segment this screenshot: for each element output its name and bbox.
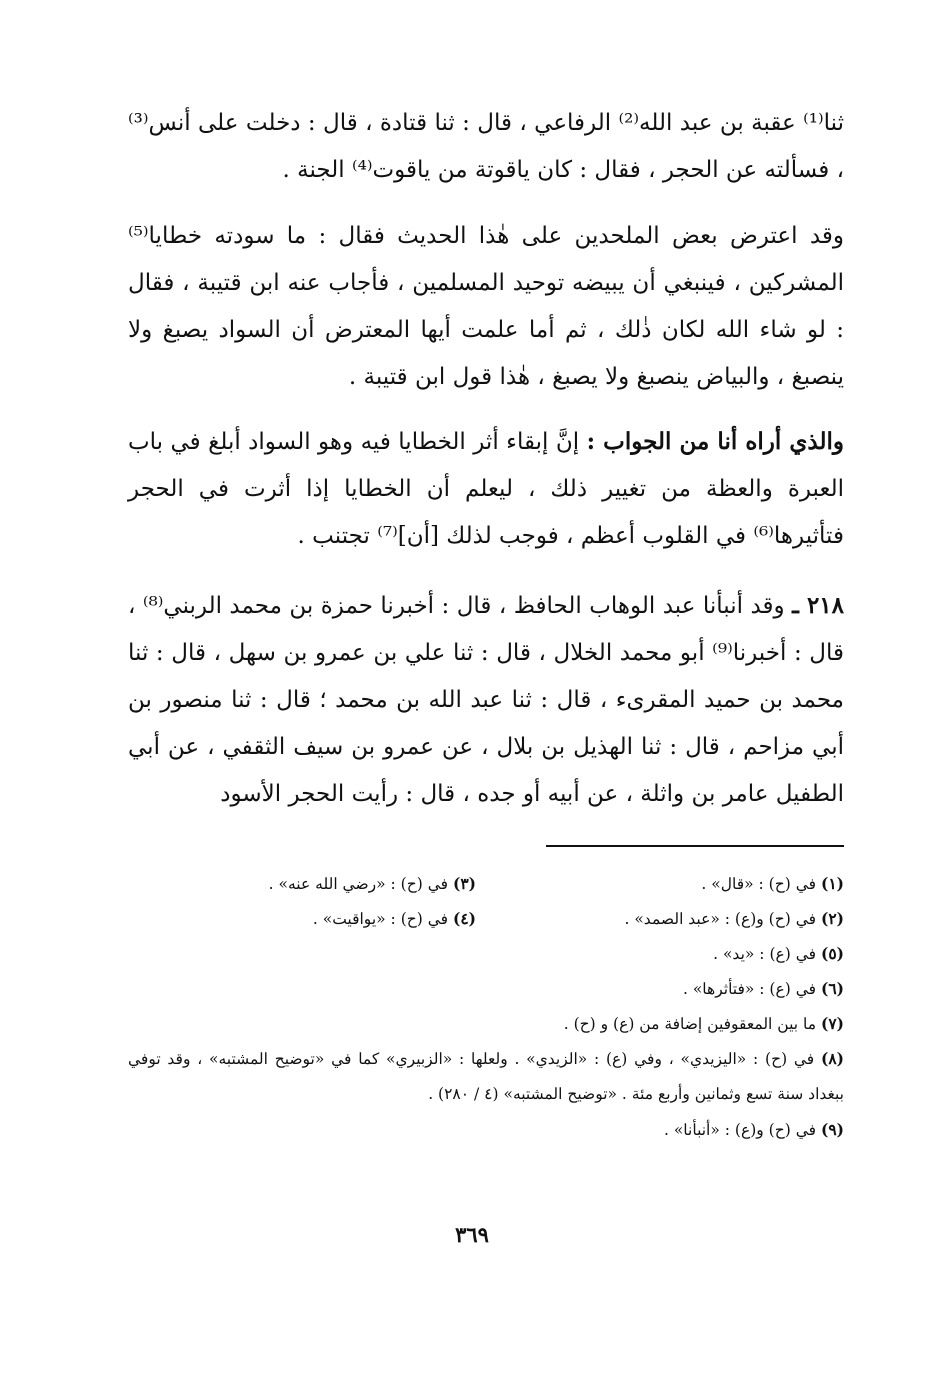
footnote-6-number: (٦) [820, 979, 844, 998]
footnote-5-number: (٥) [820, 944, 844, 963]
footnote-row-6 [128, 971, 844, 1006]
footnote-row-5 [128, 936, 844, 971]
footnote-divider [546, 845, 844, 847]
footnote-8 [128, 1041, 844, 1112]
footnote-9 [664, 1112, 844, 1148]
footnote-7-number: (٧) [820, 1014, 844, 1033]
footnote-5-text: في (ع) : «يد» . [713, 945, 817, 963]
footnote-row-1 [128, 866, 844, 901]
footnote-9-number: (٩) [820, 1120, 844, 1139]
footnote-1-number: (١) [820, 874, 844, 893]
footnote-2 [624, 901, 844, 937]
footnote-1-text: في (ح) : «قال» . [701, 875, 817, 893]
footnote-5 [713, 936, 844, 972]
footnote-2-text: في (ح) و(ع) : «عبد الصمد» . [624, 910, 817, 928]
paragraph-3-lead: والذي أراه أنا من الجواب : [586, 428, 845, 455]
hadith-number: ٢١٨ ـ [792, 592, 844, 619]
paragraph-2 [128, 213, 844, 401]
footnote-4 [313, 901, 476, 937]
footnote-row-2 [128, 901, 844, 936]
paragraph-2-text: وقد اعترض بعض الملحدين على هٰذا الحديث فقال : ما سودته خطايا⁽⁵⁾ المشركين ، فينبغي أن يبيضه توحيد المسلمين ، فأجاب عنه ابن قتيبة ، فقال : لو شاء الله لكان ذٰلك ، ثم أما علمت أيها المعترض أن السواد يصبغ ولا ينصبغ ، والبياض ينصبغ ولا يصبغ ، هٰذا قول ابن قتيبة . [128, 223, 844, 390]
page-number: ٣٦٩ [455, 1222, 489, 1247]
paragraph-1-text: ثنا⁽¹⁾ عقبة بن عبد الله⁽²⁾ الرفاعي ، قال : ثنا قتادة ، قال : دخلت على أنس⁽³⁾ ، فسألته عن الحجر ، فقال : كان ياقوتة من ياقوت⁽⁴⁾ الجنة . [128, 110, 844, 183]
paragraph-1 [128, 100, 844, 194]
paragraph-3 [128, 418, 844, 560]
footnote-6-text: في (ع) : «فتأثرها» . [682, 980, 817, 998]
footnotes [128, 866, 844, 1147]
footnote-9-text: في (ح) و(ع) : «أنبأنا» . [663, 1121, 817, 1139]
footnote-4-number: (٤) [452, 909, 476, 928]
footnote-7 [564, 1006, 844, 1042]
footnote-3-number: (٣) [452, 874, 476, 893]
footnote-1 [701, 866, 844, 902]
footnote-7-text: ما بين المعقوفين إضافة من (ع) و (ح) . [563, 1015, 817, 1033]
paragraph-3-text: إنَّ إبقاء أثر الخطايا فيه وهو السواد أبلغ في باب العبرة والعظة من تغيير ذلك ، ليعلم أن الخطايا إذا أثرت في الحجر فتأثيرها⁽⁶⁾ في القلوب أعظم ، فوجب لذلك [أن]⁽⁷⁾ تجتنب . [128, 429, 844, 549]
footnote-2-number: (٢) [820, 909, 844, 928]
paragraph-4 [128, 582, 844, 818]
paragraph-3-content [128, 418, 844, 560]
footnote-row-9 [128, 1112, 844, 1147]
footnote-4-text: في (ح) : «يواقيت» . [312, 910, 449, 928]
paragraph-4-content [128, 582, 844, 818]
footnote-3 [269, 866, 476, 902]
footnote-8-number: (٨) [820, 1049, 844, 1068]
footnote-6 [683, 971, 844, 1007]
footnote-row-7 [128, 1006, 844, 1041]
paragraph-4-text: وقد أنبأنا عبد الوهاب الحافظ ، قال : أخبرنا حمزة بن محمد الربني⁽⁸⁾ ، قال : أخبرنا⁽⁹⁾ أبو محمد الخلال ، قال : ثنا علي بن عمرو بن سهل ، قال : ثنا محمد بن حميد المقرىء ، قال : ثنا عبد الله بن محمد ؛ قال : ثنا منصور بن أبي مزاحم ، قال : ثنا الهذيل بن بلال ، عن عمرو بن سيف الثقفي ، عن أبي الطفيل عامر بن واثلة ، عن أبيه أو جده ، قال : رأيت الحجر الأسود [128, 593, 844, 807]
footnote-8-text: في (ح) : «اليزيدي» ، وفي (ع) : «الزيدي» . ولعلها : «الزبيري» كما في «توضيح المشتبه» ، وقد توفي ببغداد سنة تسع وثمانين وأربع مئة . «توضيح المشتبه» (٤ / ٢٨٠) . [128, 1050, 844, 1103]
footnote-3-text: في (ح) : «رضي الله عنه» . [268, 875, 449, 893]
